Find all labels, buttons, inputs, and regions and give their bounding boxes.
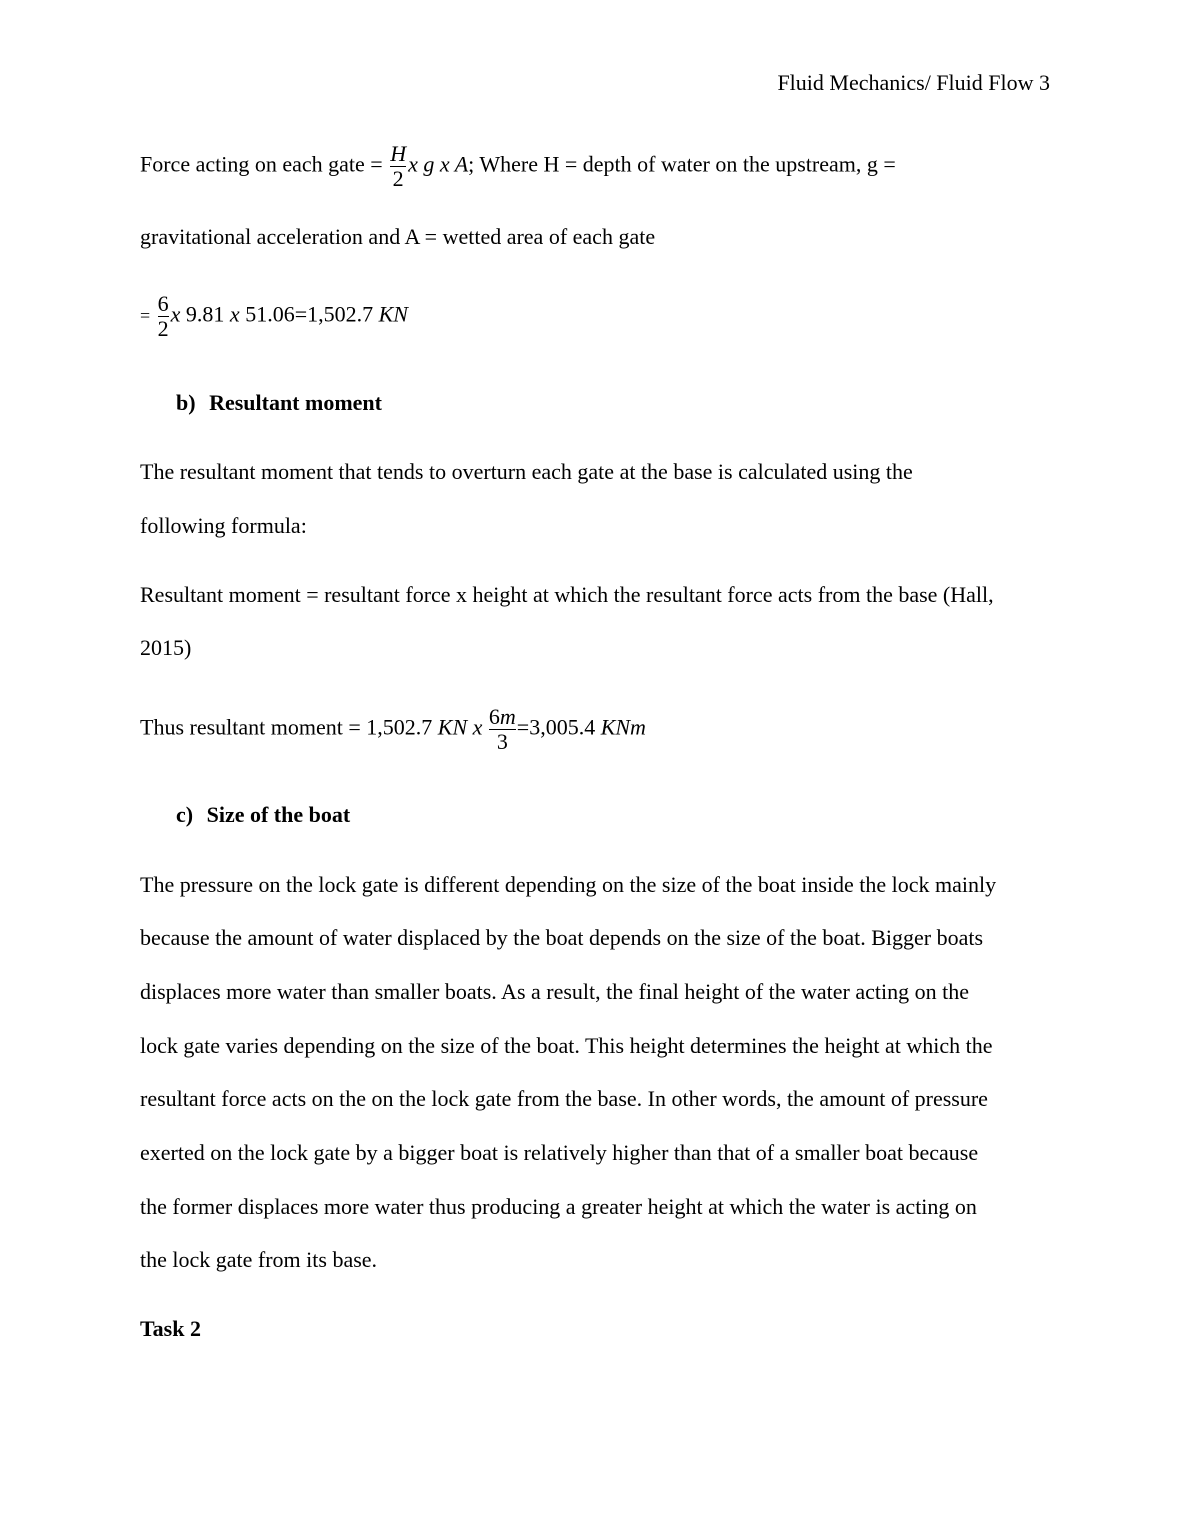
force-unit: KN bbox=[437, 714, 468, 740]
times-symbol: x bbox=[170, 301, 181, 327]
paragraph-line: The resultant moment that tends to overturn each gate at the base is calculated using the bbox=[140, 459, 913, 484]
running-head: Fluid Mechanics/ Fluid Flow 3 bbox=[777, 70, 1050, 95]
paragraph-line: because the amount of water displaced by the boat depends on the size of the boat. Bigger boats bbox=[140, 925, 984, 950]
force-equation-lead: Force acting on each gate = bbox=[140, 151, 383, 177]
equals-sign: = bbox=[516, 714, 530, 740]
fraction-numerator: H bbox=[390, 141, 407, 166]
gravity-value: 9.81 bbox=[185, 301, 225, 327]
paragraph-line: Resultant moment = resultant force x height at which the resultant force acts from the base (Hall, bbox=[140, 582, 994, 607]
moment-result: 3,005.4 bbox=[529, 714, 596, 740]
force-value: 1,502.7 bbox=[366, 714, 433, 740]
section-heading-c bbox=[176, 802, 350, 828]
paragraph-line: lock gate varies depending on the size of the boat. This height determines the height at which the bbox=[140, 1033, 993, 1058]
force-equation bbox=[140, 142, 896, 191]
force-equation-math: x g x A bbox=[408, 151, 469, 177]
moment-equation-lead: Thus resultant moment = bbox=[140, 714, 361, 740]
equals-sign: = bbox=[294, 301, 308, 327]
paragraph-line: exerted on the lock gate by a bigger boat is relatively higher than that of a smaller boat because bbox=[140, 1140, 979, 1165]
section-marker: b) bbox=[176, 390, 196, 415]
equals-sign: = bbox=[140, 305, 151, 326]
force-unit: KN bbox=[378, 301, 408, 327]
paragraph-line: resultant force acts on the on the lock gate from the base. In other words, the amount of pressure bbox=[140, 1086, 988, 1111]
paragraph-line: 2015) bbox=[140, 635, 192, 660]
numerator-value: 6 bbox=[488, 704, 500, 729]
fraction-6-over-2 bbox=[158, 292, 169, 341]
area-value: 51.06 bbox=[245, 301, 295, 327]
paragraph-line: displaces more water than smaller boats. As a result, the final height of the water acting on the bbox=[140, 979, 970, 1004]
fraction-denominator: 3 bbox=[489, 729, 516, 754]
fraction-6m-over-3 bbox=[489, 705, 516, 754]
task-heading: Task 2 bbox=[140, 1316, 201, 1341]
force-result: 1,502.7 bbox=[307, 301, 374, 327]
fraction-numerator: 6 bbox=[157, 291, 169, 316]
paragraph-line: following formula: bbox=[140, 513, 307, 538]
paragraph-line: the former displaces more water thus producing a greater height at which the water is acting on bbox=[140, 1194, 977, 1219]
moment-equation bbox=[140, 705, 646, 754]
fraction-denominator: 2 bbox=[390, 166, 406, 191]
times-symbol: x bbox=[229, 301, 240, 327]
section-title: Size of the boat bbox=[206, 802, 351, 827]
force-equation-tail: ; Where H = depth of water on the upstream, g = bbox=[468, 151, 896, 177]
paragraph-line: the lock gate from its base. bbox=[140, 1247, 378, 1272]
fraction-numerator bbox=[489, 705, 516, 729]
section-marker: c) bbox=[176, 802, 194, 827]
paragraph-line: The pressure on the lock gate is different depending on the size of the boat inside the lock mainly bbox=[140, 872, 997, 897]
fraction-denominator: 2 bbox=[157, 316, 169, 341]
times-symbol: x bbox=[472, 714, 483, 740]
section-title: Resultant moment bbox=[209, 390, 382, 415]
force-calculation bbox=[140, 292, 408, 341]
numerator-unit: m bbox=[499, 704, 516, 729]
fraction-h-over-2 bbox=[390, 142, 406, 191]
text-line: gravitational acceleration and A = wetted area of each gate bbox=[140, 224, 656, 249]
moment-unit: KNm bbox=[600, 714, 646, 740]
section-heading-b bbox=[176, 390, 382, 416]
